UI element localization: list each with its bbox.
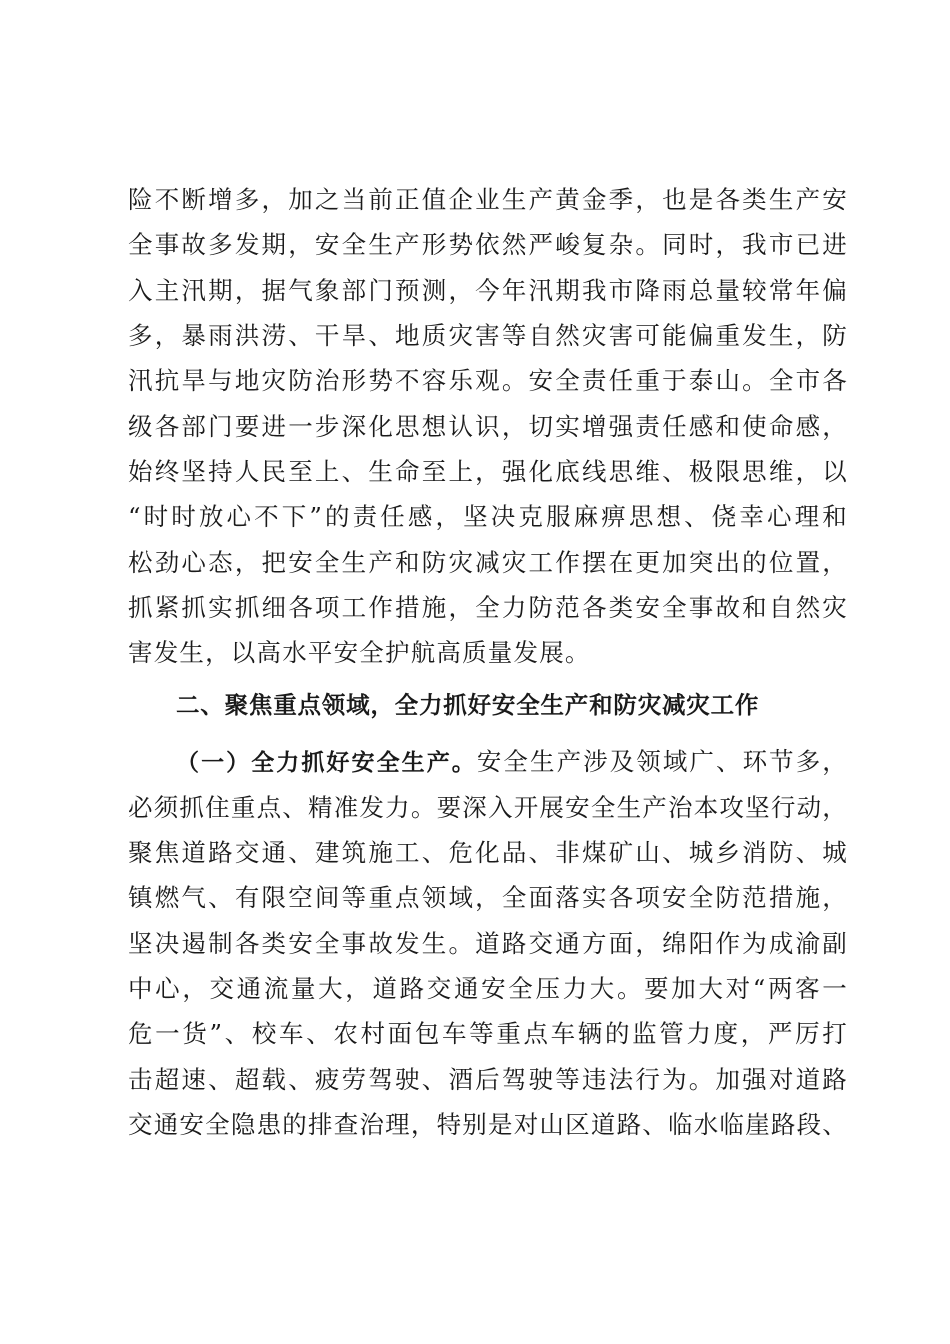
paragraph-line: 交通安全隐患的排查治理，特别是对山区道路、临水临崖路段、 (128, 1110, 848, 1139)
paragraph-line: 抓紧抓实抓细各项工作措施，全力防范各类安全事故和自然灾 (128, 593, 848, 622)
paragraph-line: 聚焦道路交通、建筑施工、危化品、非煤矿山、城乡消防、城 (128, 838, 848, 867)
subsection-first-line-text: 安全生产涉及领域广、环节多， (476, 747, 848, 776)
paragraph-line: 全事故多发期，安全生产形势依然严峻复杂。同时，我市已进 (128, 230, 848, 259)
paragraph-line: 坚决遏制各类安全事故发生。道路交通方面，绵阳作为成渝副 (128, 929, 848, 958)
paragraph-line: 级各部门要进一步深化思想认识，切实增强责任感和使命感， (128, 412, 848, 441)
paragraph-line: 镇燃气、有限空间等重点领域，全面落实各项安全防范措施， (128, 883, 848, 912)
paragraph-line: 害发生，以高水平安全护航高质量发展。 (128, 638, 591, 667)
paragraph-line: “时时放心不下”的责任感，坚决克服麻痹思想、侥幸心理和 (128, 502, 848, 531)
paragraph-line: 始终坚持人民至上、生命至上，强化底线思维、极限思维，以 (128, 457, 848, 486)
subsection-first-line (176, 739, 848, 784)
subsection-title: （一）全力抓好安全生产。 (176, 750, 477, 776)
paragraph-line: 入主汛期，据气象部门预测，今年汛期我市降雨总量较常年偏 (128, 276, 848, 305)
section-heading: 二、聚焦重点领域，全力抓好安全生产和防灾减灾工作 (176, 691, 760, 719)
paragraph-line: 多，暴雨洪涝、干旱、地质灾害等自然灾害可能偏重发生，防 (128, 321, 848, 350)
paragraph-line: 必须抓住重点、精准发力。要深入开展安全生产治本攻坚行动， (128, 793, 848, 822)
paragraph-line: 击超速、超载、疲劳驾驶、酒后驾驶等违法行为。加强对道路 (128, 1065, 848, 1094)
paragraph-line: 中心，交通流量大，道路交通安全压力大。要加大对“两客一 (128, 974, 848, 1003)
paragraph-line: 险不断增多，加之当前正值企业生产黄金季，也是各类生产安 (128, 185, 848, 214)
paragraph-line: 松劲心态，把安全生产和防灾减灾工作摆在更加突出的位置， (128, 548, 848, 577)
paragraph-line: 汛抗旱与地灾防治形势不容乐观。安全责任重于泰山。全市各 (128, 366, 848, 395)
paragraph-line: 危一货”、校车、农村面包车等重点车辆的监管力度，严厉打 (128, 1019, 848, 1048)
